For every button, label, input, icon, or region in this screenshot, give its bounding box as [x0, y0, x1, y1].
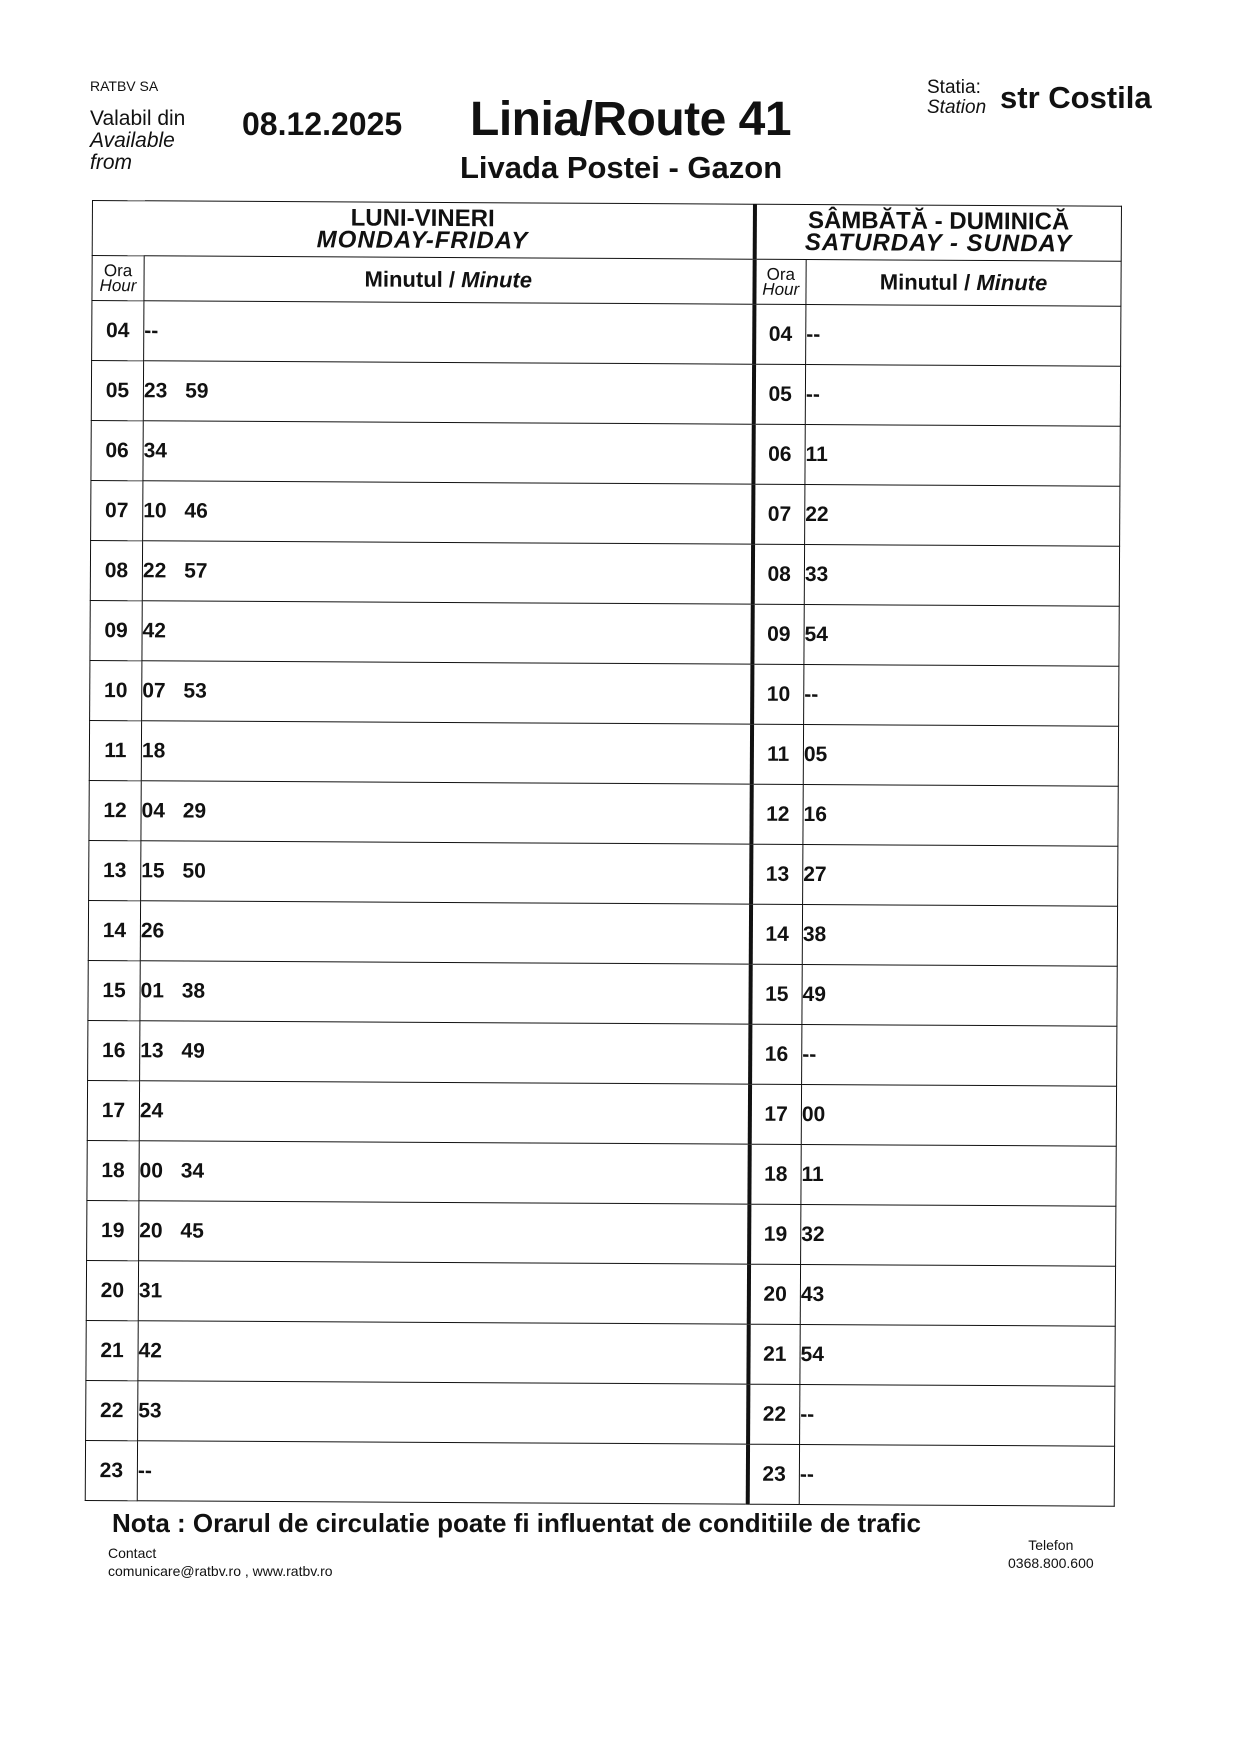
- valid-from-label-en-2: from: [90, 151, 132, 174]
- table-row: [89, 780, 1118, 846]
- weekday-minutes-cell: 24: [139, 1081, 749, 1144]
- table-row: [90, 600, 1119, 666]
- valid-from-label-en-1: Available: [90, 129, 175, 152]
- weekday-hour-cell: 22: [86, 1380, 138, 1440]
- valid-from-label-ro: Valabil din: [90, 107, 186, 130]
- company-name: RATBV SA: [90, 78, 159, 94]
- table-row: [91, 420, 1120, 486]
- weekend-minutes-cell: --: [799, 1444, 1114, 1506]
- table-row: [90, 540, 1119, 606]
- day-type-header-row: [92, 201, 1121, 262]
- weekend-header: [754, 204, 1121, 261]
- weekday-hour-cell: 23: [85, 1440, 137, 1500]
- weekend-minutes-cell: 11: [801, 1144, 1116, 1206]
- weekend-hour-cell: 12: [751, 784, 803, 844]
- weekend-minutes-cell: --: [802, 1024, 1117, 1086]
- minute-label-en: Minute: [461, 267, 533, 293]
- weekend-hour-cell: 23: [747, 1444, 799, 1504]
- weekend-minutes-cell: 54: [800, 1324, 1115, 1386]
- weekday-hour-cell: 10: [90, 660, 142, 720]
- weekday-hour-cell: 08: [90, 540, 142, 600]
- weekend-minutes-cell: --: [806, 304, 1121, 366]
- weekend-hour-cell: 22: [748, 1384, 800, 1444]
- column-header-row: [92, 256, 1121, 307]
- weekend-hour-cell: 11: [751, 724, 803, 784]
- weekday-minutes-cell: 07 53: [142, 661, 752, 724]
- weekend-minutes-cell: 16: [803, 784, 1118, 846]
- weekday-hour-cell: 13: [89, 840, 141, 900]
- weekday-title-en: MONDAY-FRIDAY: [316, 226, 529, 255]
- route-description: Livada Postei - Gazon: [460, 150, 783, 185]
- weekend-minutes-cell: 22: [805, 484, 1120, 546]
- weekday-hour-header: [92, 256, 144, 301]
- weekday-minutes-cell: 31: [138, 1261, 748, 1324]
- weekend-hour-cell: 04: [754, 304, 806, 364]
- weekend-hour-cell: 18: [749, 1144, 801, 1204]
- weekday-hour-cell: 09: [90, 600, 142, 660]
- weekday-minutes-cell: 01 38: [140, 961, 750, 1024]
- weekday-hour-cell: 12: [89, 780, 141, 840]
- weekday-minutes-cell: 23 59: [143, 361, 753, 424]
- weekday-hour-cell: 07: [91, 480, 143, 540]
- hour-label-en: Hour: [762, 279, 800, 299]
- weekday-minutes-cell: 00 34: [139, 1141, 749, 1204]
- hour-label-ro: Ora: [766, 264, 796, 284]
- weekend-hour-cell: 21: [748, 1324, 800, 1384]
- weekday-hour-cell: 16: [88, 1020, 140, 1080]
- weekend-hour-cell: 09: [752, 604, 804, 664]
- weekend-minutes-cell: --: [800, 1384, 1115, 1446]
- weekend-minutes-cell: 33: [804, 544, 1119, 606]
- weekend-minutes-cell: 27: [803, 844, 1118, 906]
- weekday-minutes-cell: 34: [143, 421, 753, 484]
- table-row: [86, 1380, 1115, 1446]
- weekday-hour-cell: 06: [91, 420, 143, 480]
- table-row: [86, 1320, 1115, 1386]
- weekday-minutes-cell: 22 57: [142, 541, 752, 604]
- station-label-en: Station: [927, 97, 987, 118]
- weekend-hour-cell: 13: [751, 844, 803, 904]
- table-row: [88, 900, 1117, 966]
- weekend-minutes-cell: 54: [804, 604, 1119, 666]
- minute-label-en: Minute: [976, 269, 1048, 296]
- table-row: [89, 840, 1118, 906]
- table-row: [88, 1020, 1117, 1086]
- weekday-title-ro: LUNI-VINERI: [350, 204, 495, 233]
- weekend-hour-header: [754, 259, 806, 304]
- weekend-hour-cell: 14: [750, 904, 802, 964]
- weekday-minutes-cell: 42: [142, 601, 752, 664]
- table-row: [90, 660, 1119, 726]
- traffic-note: Nota : Orarul de circulatie poate fi influentat de conditiile de trafic: [112, 1508, 922, 1538]
- weekend-minutes-cell: 49: [802, 964, 1117, 1026]
- timetable: [85, 200, 1122, 1507]
- weekday-minutes-cell: 04 29: [141, 781, 751, 844]
- weekend-hour-cell: 20: [748, 1264, 800, 1324]
- weekday-minutes-cell: --: [144, 301, 754, 364]
- route-title: Linia/Route 41: [470, 93, 792, 146]
- weekday-hour-cell: 17: [87, 1080, 139, 1140]
- weekend-minutes-cell: 43: [800, 1264, 1115, 1326]
- weekend-hour-cell: 06: [753, 424, 805, 484]
- weekday-minutes-cell: 20 45: [139, 1201, 749, 1264]
- weekday-minute-header: [144, 256, 754, 304]
- valid-from-date: 08.12.2025: [242, 106, 403, 142]
- table-row: [91, 480, 1120, 546]
- contact-label: Contact: [108, 1545, 157, 1561]
- weekday-hour-cell: 11: [89, 720, 141, 780]
- weekend-minute-header: [806, 259, 1121, 306]
- weekend-minutes-cell: 05: [803, 724, 1118, 786]
- weekend-minutes-cell: 00: [801, 1084, 1116, 1146]
- station-name: str Costila: [1000, 80, 1152, 115]
- weekend-minutes-cell: 38: [802, 904, 1117, 966]
- table-row: [89, 720, 1118, 786]
- phone-label: Telefon: [1028, 1537, 1074, 1553]
- weekend-hour-cell: 07: [753, 484, 805, 544]
- weekday-minutes-cell: 26: [140, 901, 750, 964]
- weekend-title-en: SATURDAY - SUNDAY: [804, 228, 1073, 258]
- weekday-hour-cell: 05: [91, 361, 143, 421]
- weekday-minutes-cell: --: [137, 1441, 747, 1504]
- weekend-hour-cell: 05: [753, 364, 805, 424]
- table-row: [85, 1440, 1114, 1506]
- contact-block: [108, 1544, 333, 1580]
- weekend-hour-cell: 08: [752, 544, 804, 604]
- table-row: [86, 1260, 1115, 1326]
- weekday-minutes-cell: 53: [138, 1381, 748, 1444]
- weekday-hour-cell: 18: [87, 1140, 139, 1200]
- weekday-minutes-cell: 15 50: [141, 841, 751, 904]
- weekend-minutes-cell: 11: [805, 424, 1120, 486]
- contact-value: comunicare@ratbv.ro , www.ratbv.ro: [108, 1563, 333, 1579]
- weekend-hour-cell: 10: [752, 664, 804, 724]
- hour-label-ro: Ora: [103, 261, 133, 281]
- weekday-hour-cell: 04: [92, 301, 144, 361]
- weekday-minutes-cell: 10 46: [143, 481, 753, 544]
- weekday-header: [92, 201, 754, 260]
- weekend-hour-cell: 19: [749, 1204, 801, 1264]
- table-row: [87, 1140, 1116, 1206]
- weekday-minutes-cell: 42: [138, 1321, 748, 1384]
- minute-label-ro: Minutul /: [879, 269, 977, 295]
- table-row: [87, 1080, 1116, 1146]
- weekend-title-ro: SÂMBĂTĂ - DUMINICĂ: [807, 206, 1070, 236]
- weekday-hour-cell: 19: [87, 1200, 139, 1260]
- weekday-minutes-cell: 18: [141, 721, 751, 784]
- table-row: [92, 301, 1121, 367]
- weekend-hour-cell: 17: [749, 1084, 801, 1144]
- minute-label-ro: Minutul /: [364, 266, 462, 293]
- valid-from-label: [90, 108, 185, 174]
- station-label: [927, 78, 986, 118]
- table-row: [87, 1200, 1116, 1266]
- weekend-hour-cell: 15: [750, 964, 802, 1024]
- weekend-minutes-cell: --: [805, 364, 1120, 426]
- weekend-minutes-cell: 32: [801, 1204, 1116, 1266]
- weekend-minutes-cell: --: [804, 664, 1119, 726]
- hour-label-en: Hour: [99, 276, 137, 296]
- table-row: [91, 361, 1120, 427]
- station-label-ro: Statia:: [927, 77, 981, 98]
- weekday-hour-cell: 20: [86, 1260, 138, 1320]
- phone-block: [1008, 1536, 1094, 1572]
- weekday-minutes-cell: 13 49: [140, 1021, 750, 1084]
- phone-value: 0368.800.600: [1008, 1555, 1094, 1571]
- weekend-hour-cell: 16: [750, 1024, 802, 1084]
- table-row: [88, 960, 1117, 1026]
- weekday-hour-cell: 14: [88, 900, 140, 960]
- weekday-hour-cell: 21: [86, 1320, 138, 1380]
- weekday-hour-cell: 15: [88, 960, 140, 1020]
